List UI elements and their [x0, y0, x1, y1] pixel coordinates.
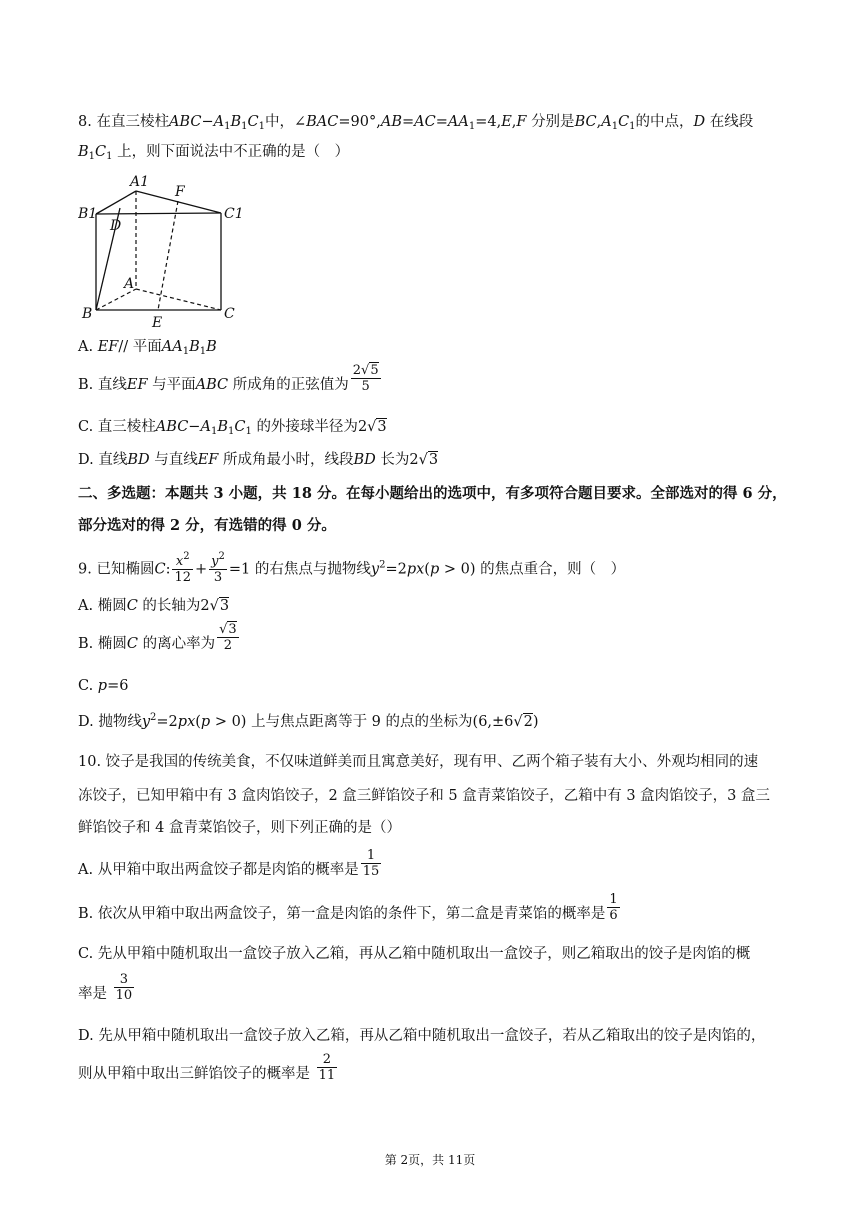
- q10-stem-line3: 鲜馅饺子和 4 盒青菜馅饺子，则下列正确的是（）: [78, 820, 401, 836]
- label-b: B: [82, 306, 93, 322]
- q9-option-d: D. 抛物线$y^2=2px(p > 0)$ 上与焦点距离等于 9 的点的坐标为(6,±6√2): [78, 712, 539, 730]
- page-footer: 第 2页，共 11页: [384, 1153, 476, 1167]
- q9-option-c: C. p=6: [78, 678, 129, 694]
- q8-stem-line2: $B_1C_1$ 上，则下面说法中不正确的是（ ）: [78, 144, 350, 162]
- prism-diagram: [78, 172, 258, 332]
- label-c1: C1: [224, 206, 244, 222]
- label-a1: A1: [130, 174, 150, 190]
- label-d: D: [110, 218, 122, 234]
- q9-stem: 9. 已知椭圆C: $\frac{x^2}{12}$ + $\frac{y^2}{3}$ =1 的右焦点与抛物线$y^2=2px(p > 0)$ 的焦点重合，则（ ）: [78, 551, 626, 585]
- label-e: E: [152, 315, 163, 331]
- q10-stem-line2: 冻饺子，已知甲箱中有 3 盒肉馅饺子，2 盒三鲜馅饺子和 5 盒青菜馅饺子，乙箱中有 3 盒肉馅饺子，3 盒三: [78, 788, 770, 804]
- q10-option-c-line2: 率是 $\frac{3}{10}$: [78, 971, 133, 1003]
- label-a: A: [124, 276, 135, 292]
- q10-option-c-line1: C. 先从甲箱中随机取出一盒饺子放入乙箱，再从乙箱中随机取出一盒饺子，则乙箱取出的饺子是肉馅的概: [78, 946, 751, 962]
- label-f: F: [175, 184, 185, 200]
- q8-option-d: D. 直线BD 与直线EF 所成角最小时，线段BD 长为2√3: [78, 452, 439, 468]
- q9-option-a: A. 椭圆C 的长轴为2√3: [78, 598, 230, 614]
- q8-option-b: B. 直线EF 与平面ABC 所成角的正弦值为 $\frac{2√5}{5}$: [78, 362, 379, 394]
- label-b1: B1: [78, 206, 98, 222]
- q10-stem-line1: 10. 饺子是我国的传统美食，不仅味道鲜美而且寓意美好，现有甲、乙两个箱子装有大小、外观均相同的速: [78, 754, 759, 770]
- q10-option-d-line2: 则从甲箱中取出三鲜馅饺子的概率是 $\frac{2}{11}$: [78, 1051, 336, 1083]
- q10-option-d-line1: D. 先从甲箱中随机取出一盒饺子放入乙箱，再从乙箱中随机取出一盒饺子，若从乙箱取出的饺子是肉馅的，: [78, 1028, 766, 1044]
- q8-stem-line1: 8. 在直三棱柱$ABC-A_1B_1C_1$中，$\angle BAC=90^\circ,AB=AC=AA_1=4,E,F$ 分别是$BC,A_1C_1$的中点，D 在线段: [78, 114, 754, 132]
- q9-option-b: B. 椭圆C 的离心率为 $\frac{√3}{2}$: [78, 621, 237, 653]
- label-c: C: [224, 306, 235, 322]
- q10-option-a: A. 从甲箱中取出两盒饺子都是肉馅的概率是 $\frac{1}{15}$: [78, 847, 380, 879]
- q8-option-a: A. EF// 平面$AA_1B_1B$: [78, 339, 217, 357]
- section2-heading-line2: 部分选对的得 2 分，有选错的得 0 分。: [78, 517, 336, 534]
- q10-option-b: B. 依次从甲箱中取出两盒饺子，第一盒是肉馅的条件下，第二盒是青菜馅的概率是 $\frac{1}{6}$: [78, 891, 618, 923]
- q8-option-c: C. 直三棱柱$ABC-A_1B_1C_1$ 的外接球半径为2√3: [78, 419, 387, 437]
- section2-heading-line1: 二、多选题：本题共 3 小题，共 18 分。在每小题给出的选项中，有多项符合题目要求。全部选对的得 6 分，: [78, 485, 787, 502]
